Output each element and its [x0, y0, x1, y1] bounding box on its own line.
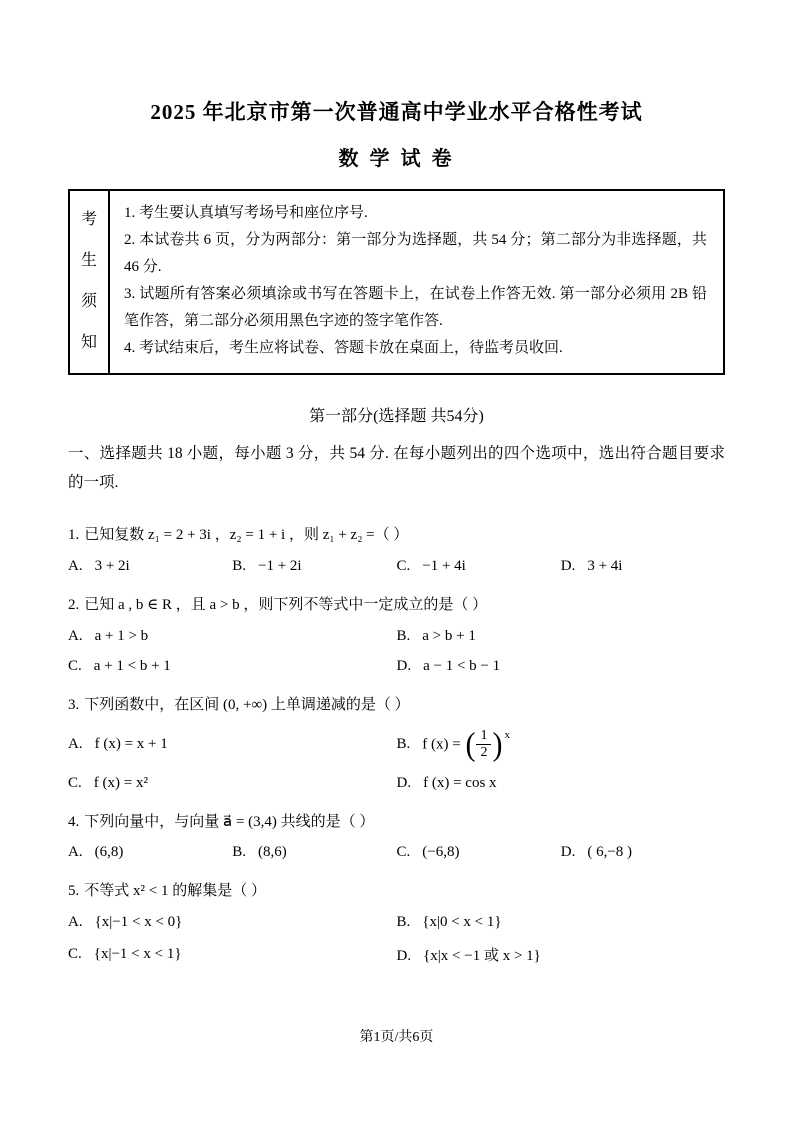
- notice-item-1: 1. 考生要认真填写考场号和座位序号.: [124, 205, 368, 221]
- option-label: D.: [396, 657, 412, 674]
- question-5-option-d: [397, 944, 726, 965]
- question-1-option-c: [397, 558, 561, 575]
- question-number: 2.: [68, 597, 80, 614]
- question-stem-text: 下列函数中，在区间 (0, +∞) 上单调递减的是（ ）: [84, 696, 410, 713]
- option-label: D.: [396, 948, 412, 965]
- option-text: f (x) = x²: [93, 774, 148, 791]
- question-2-option-a: [68, 628, 397, 645]
- fraction-expression: [422, 725, 510, 763]
- option-label: D.: [396, 774, 412, 791]
- question-3-option-c: [68, 775, 397, 792]
- option-text: (8,6): [258, 844, 287, 861]
- section-instructions: 一、选择题共 18 小题，每小题 3 分，共 54 分. 在每小题列出的四个选项中，选出符合题目要求的一项.: [68, 445, 725, 491]
- option-text: {x|0 < x < 1}: [422, 914, 502, 931]
- option-text: a > b + 1: [422, 627, 476, 644]
- question-1-option-b: [232, 558, 396, 575]
- question-3-options: [68, 725, 725, 792]
- question-4-stem: [68, 810, 725, 835]
- question-2-option-b: [397, 628, 726, 645]
- option-text: {x|−1 < x < 0}: [94, 914, 183, 931]
- option-text: a + 1 < b + 1: [93, 657, 171, 674]
- candidate-notice-box: [68, 189, 725, 375]
- question-4-option-d: [561, 844, 725, 861]
- question-stem-text: 下列向量中，与向量 a⃗ = (3,4) 共线的是（ ）: [84, 813, 375, 830]
- option-text: 3 + 2i: [94, 558, 130, 575]
- notice-item-2: 2. 本试卷共 6 页，分为两部分：第一部分为选择题，共 54 分；第二部分为非选择题，共 46 分.: [124, 232, 707, 275]
- question-5: [68, 879, 725, 965]
- option-label: C.: [68, 774, 82, 791]
- question-1-option-d: [561, 558, 725, 575]
- option-label: B.: [396, 736, 411, 753]
- fraction-denominator: 2: [480, 745, 488, 761]
- exam-subtitle: 数 学 试 卷: [338, 148, 455, 170]
- option-label: B.: [396, 914, 411, 931]
- option-text: f (x) = x + 1: [94, 736, 168, 753]
- option-text: {x|x < −1 或 x > 1}: [423, 948, 541, 965]
- question-number: 1.: [68, 527, 80, 544]
- question-2: [68, 593, 725, 675]
- page-footer: 第1页/共6页: [359, 1030, 434, 1045]
- question-5-stem: [68, 879, 725, 904]
- section-heading: 第一部分(选择题 共54分): [309, 408, 484, 425]
- left-paren: (: [465, 725, 476, 763]
- option-label: A.: [68, 736, 83, 753]
- question-stem-text: 已知复数 z₁ = 2 + 3i ，z₂ = 1 + i ，则 z₁ + z₂ =（ ）: [84, 527, 409, 544]
- notice-body: [110, 191, 723, 373]
- option-text: −1 + 4i: [422, 558, 466, 575]
- question-4: [68, 810, 725, 862]
- question-5-option-a: [68, 914, 397, 931]
- exponent: x: [504, 728, 510, 741]
- option-text: 3 + 4i: [587, 558, 623, 575]
- option-label: D.: [560, 558, 576, 575]
- question-number: 3.: [68, 696, 80, 713]
- option-label: C.: [396, 558, 411, 575]
- question-4-option-c: [397, 844, 561, 861]
- question-1-stem: [68, 523, 725, 548]
- question-1: [68, 523, 725, 575]
- question-2-option-c: [68, 658, 397, 675]
- option-text: −1 + 2i: [258, 558, 302, 575]
- option-label: A.: [68, 627, 83, 644]
- question-5-options: [68, 914, 725, 965]
- question-2-options: [68, 628, 725, 675]
- option-text: a + 1 > b: [94, 627, 149, 644]
- question-stem-text: 不等式 x² < 1 的解集是（ ）: [84, 883, 266, 900]
- option-label: B.: [232, 558, 247, 575]
- option-text: a − 1 < b − 1: [423, 657, 501, 674]
- question-4-option-b: [232, 844, 396, 861]
- option-label: C.: [68, 946, 82, 963]
- option-label: C.: [396, 844, 411, 861]
- question-stem-text: 已知 a , b ∈ R ，且 a > b ，则下列不等式中一定成立的是（ ）: [84, 597, 488, 614]
- question-3-option-a: [68, 736, 397, 753]
- notice-item-3: 3. 试题所有答案必须填涂或书写在答题卡上，在试卷上作答无效. 第一部分必须用 2B 铅笔作答，第二部分必须用黑色字迹的签字笔作答.: [124, 286, 707, 329]
- option-label: D.: [560, 844, 576, 861]
- exam-title: 2025 年北京市第一次普通高中学业水平合格性考试: [150, 100, 643, 124]
- question-4-option-a: [68, 844, 232, 861]
- option-label: A.: [68, 914, 83, 931]
- question-1-options: [68, 558, 725, 575]
- right-paren: ): [492, 725, 503, 763]
- question-5-option-c: [68, 946, 397, 963]
- question-3-option-d: [397, 775, 726, 792]
- option-text: f (x) = cos x: [423, 774, 497, 791]
- notice-side-label: 考生须知: [80, 211, 97, 351]
- option-text: (6,8): [94, 844, 124, 861]
- question-number: 4.: [68, 813, 80, 830]
- question-3: [68, 693, 725, 792]
- question-2-option-d: [397, 658, 726, 675]
- question-3-option-b: [396, 725, 726, 763]
- option-text: {x|−1 < x < 1}: [93, 946, 182, 963]
- question-1-option-a: [68, 558, 232, 575]
- option-label: C.: [68, 657, 82, 674]
- option-label: B.: [396, 627, 411, 644]
- fraction: [476, 728, 491, 761]
- option-label: A.: [68, 844, 83, 861]
- question-2-stem: [68, 593, 725, 618]
- question-4-options: [68, 844, 725, 861]
- option-text: ( 6,−8 ): [587, 844, 633, 861]
- notice-side-column: [70, 191, 110, 373]
- question-number: 5.: [68, 883, 80, 900]
- expression-prefix: f (x) =: [422, 736, 465, 753]
- option-label: A.: [68, 558, 83, 575]
- option-label: B.: [232, 844, 247, 861]
- notice-item-4: 4. 考试结束后，考生应将试卷、答题卡放在桌面上，待监考员收回.: [124, 340, 563, 356]
- option-text: (−6,8): [422, 844, 460, 861]
- fraction-numerator: 1: [476, 728, 491, 745]
- question-3-stem: [68, 693, 725, 718]
- question-5-option-b: [397, 914, 726, 931]
